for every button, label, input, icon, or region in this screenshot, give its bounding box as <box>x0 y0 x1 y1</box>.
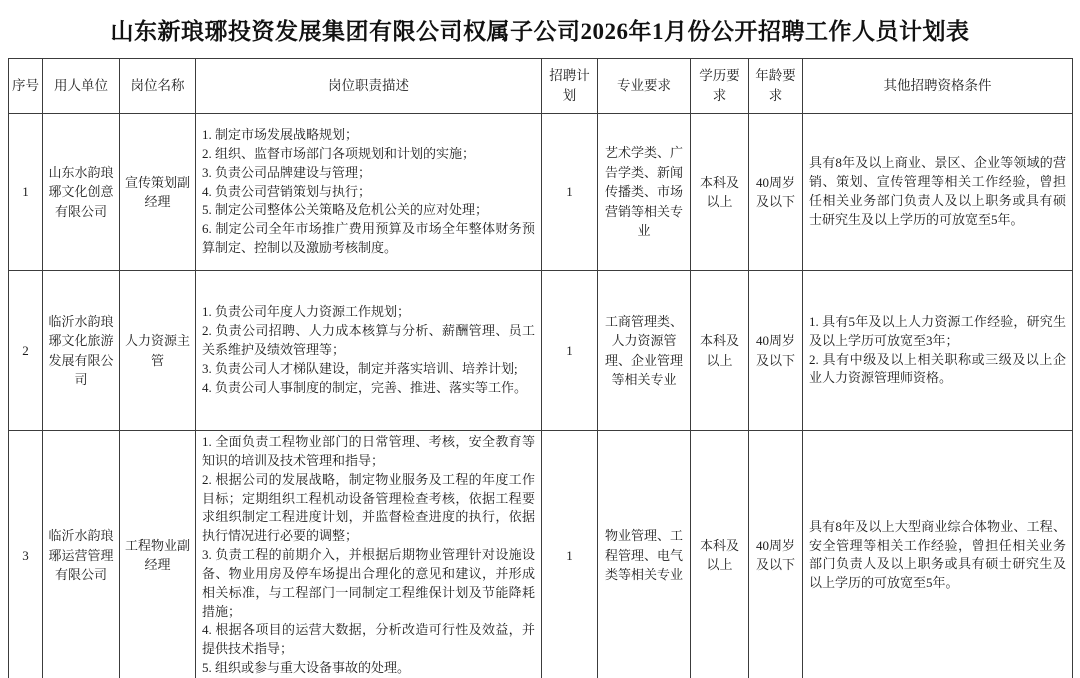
cell-employer: 临沂水韵琅琊文化旅游发展有限公司 <box>43 271 120 431</box>
duty-line: 3. 负责公司人才梯队建设，制定并落实培训、培养计划; <box>202 360 518 376</box>
table-row <box>9 271 1073 431</box>
cell-education: 本科及以上 <box>691 271 749 431</box>
col-header-duties: 岗位职责描述 <box>196 59 542 114</box>
cell-education: 本科及以上 <box>691 114 749 271</box>
col-header-age: 年龄要求 <box>749 59 803 114</box>
col-header-other: 其他招聘资格条件 <box>803 59 1073 114</box>
col-header-major: 专业要求 <box>598 59 691 114</box>
cell-employer: 临沂水韵琅琊运营管理有限公司 <box>43 431 120 678</box>
header-row <box>9 59 1073 114</box>
duty-line: 1. 负责公司年度人力资源工作规划； <box>202 304 411 320</box>
cell-major: 物业管理、工程管理、电气类等相关专业 <box>598 431 691 678</box>
other-line: 1. 具有5年及以上人力资源工作经验，研究生及以上学历可放宽至3年； <box>809 313 1066 348</box>
duty-line: 2. 组织、监督市场部门各项规划和计划的实施； <box>202 145 476 161</box>
duty-line: 6. 制定公司全年市场推广费用预算及市场全年整体财务预算制定、控制以及激励考核制度。 <box>202 221 535 256</box>
other-line: 具有8年及以上商业、景区、企业等领域的营销、策划、宣传管理等相关工作经验，曾担任相关业务部门负责人及以上职务或具有硕士研究生及以上学历的可放宽至5年。 <box>809 155 1066 227</box>
duty-line: 4. 负责公司人事制度的制定，完善、推进、落实等工作。 <box>202 379 528 395</box>
cell-duties <box>196 114 542 271</box>
duty-line: 4. 根据各项目的运营大数据，分析改造可行性及效益，并提供技术指导； <box>202 622 535 657</box>
col-header-plan: 招聘计划 <box>542 59 598 114</box>
table-row <box>9 114 1073 271</box>
cell-plan: 1 <box>542 431 598 678</box>
duty-line: 1. 全面负责工程物业部门的日常管理、考核，安全教育等知识的培训及技术管理和指导； <box>202 434 535 468</box>
other-line: 2. 具有中级及以上相关职称或三级及以上企业人力资源管理师资格。 <box>809 351 1066 386</box>
cell-duties <box>196 431 542 678</box>
duty-line: 5. 组织或参与重大设备事故的处理。 <box>202 660 411 676</box>
recruitment-plan-table <box>8 58 1073 678</box>
cell-age: 40周岁及以下 <box>749 271 803 431</box>
col-header-employer: 用人单位 <box>43 59 120 114</box>
cell-major: 工商管理类、人力资源管理、企业管理等相关专业 <box>598 271 691 431</box>
duty-line: 2. 负责公司招聘、人力成本核算与分析、薪酬管理、员工关系维护及绩效管理等； <box>202 323 535 358</box>
cell-position: 工程物业副经理 <box>120 431 196 678</box>
col-header-education: 学历要求 <box>691 59 749 114</box>
cell-major: 艺术学类、广告学类、新闻传播类、市场营销等相关专业 <box>598 114 691 271</box>
cell-other <box>803 114 1073 271</box>
col-header-position: 岗位名称 <box>120 59 196 114</box>
duty-line: 4. 负责公司营销策划与执行； <box>202 183 372 199</box>
duty-line: 3. 负责工程的前期介入，并根据后期物业管理针对设施设备、物业用房及停车场提出合理化的意见和建议，并形成相关标准，与工程部门一同制定工程维保计划及节能降耗措施； <box>202 547 535 619</box>
cell-duties <box>196 271 542 431</box>
cell-education: 本科及以上 <box>691 431 749 678</box>
table-row <box>9 431 1073 678</box>
cell-seq: 1 <box>9 114 43 271</box>
other-line: 具有8年及以上大型商业综合体物业、工程、安全管理等相关工作经验，曾担任相关业务部门负责人及以上职务或具有硕士研究生及以上学历的可放宽至5年。 <box>809 518 1066 591</box>
duty-line: 3. 负责公司品牌建设与管理； <box>202 164 372 180</box>
col-header-seq: 序号 <box>9 59 43 114</box>
cell-plan: 1 <box>542 114 598 271</box>
cell-seq: 2 <box>9 271 43 431</box>
cell-seq: 3 <box>9 431 43 678</box>
cell-employer: 山东水韵琅琊文化创意有限公司 <box>43 114 120 271</box>
cell-other <box>803 271 1073 431</box>
duty-line: 2. 根据公司的发展战略，制定物业服务及工程的年度工作目标；定期组织工程机动设备管理检查考核，依据工程要求组织制定工程进度计划，并监督检查进度的执行，依据执行情况进行必要的调整； <box>202 471 535 544</box>
cell-position: 人力资源主管 <box>120 271 196 431</box>
duty-line: 5. 制定公司整体公关策略及危机公关的应对处理； <box>202 202 489 218</box>
cell-other <box>803 431 1073 678</box>
cell-plan: 1 <box>542 271 598 431</box>
cell-age: 40周岁及以下 <box>749 114 803 271</box>
duty-line: 1. 制定市场发展战略规划； <box>202 127 359 143</box>
page-title: 山东新琅琊投资发展集团有限公司权属子公司2026年1月份公开招聘工作人员计划表 <box>110 19 970 44</box>
cell-position: 宣传策划副经理 <box>120 114 196 271</box>
cell-age: 40周岁及以下 <box>749 431 803 678</box>
